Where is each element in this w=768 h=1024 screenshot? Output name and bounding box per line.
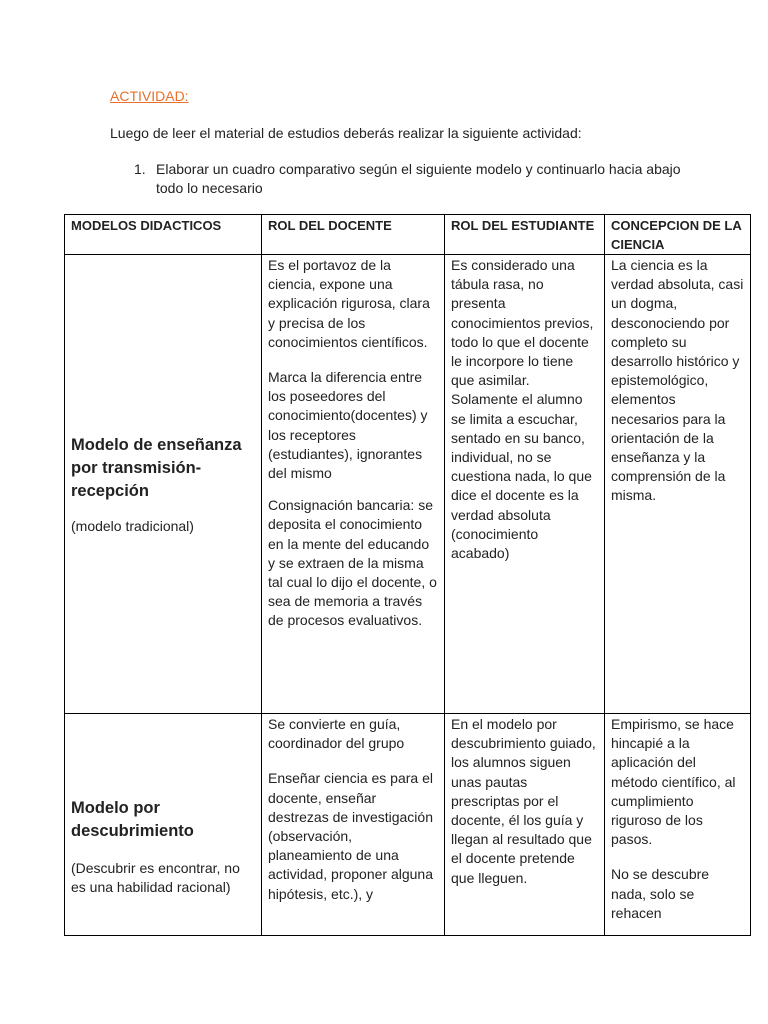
docente-paragraph: Es el portavoz de la ciencia, expone una explicación rigurosa, clara y precisa de los conocimientos científicos. xyxy=(268,257,430,350)
estudiante-cell xyxy=(445,714,605,936)
model-title: Modelo por descubrimiento xyxy=(71,799,194,840)
docente-paragraph: Marca la diferencia entre los poseedores del conocimiento(docentes) y los receptores (estudiantes), ignorantes del mismo xyxy=(268,369,428,482)
header-modelos: MODELOS DIDACTICOS xyxy=(65,215,262,255)
ciencia-paragraph: No se descubre nada, solo se rehacen xyxy=(611,866,710,921)
estudiante-paragraph: Es considerado una tábula rasa, no presenta conocimientos previos, todo lo que el docente le incorpore lo tiene que asimilar. Solamente el alumno se limita a escuchar, sentado en su banco, individual, no se cuestiona nada, lo que dice el docente es la verdad absoluta (conocimiento acabado) xyxy=(451,257,594,562)
docente-cell xyxy=(262,255,445,714)
ciencia-paragraph: La ciencia es la verdad absoluta, casi un dogma, desconociendo por completo su desarrollo histórico y epistemológico, elementos necesarios para la orientación de la enseñanza y la comprensión de la misma. xyxy=(611,257,744,504)
model-cell xyxy=(65,255,262,714)
activity-heading: ACTIVIDAD: xyxy=(110,88,189,104)
ciencia-cell xyxy=(605,255,751,714)
docente-cell xyxy=(262,714,445,936)
docente-paragraph: Consignación bancaria: se deposita el conocimiento en la mente del educando y se extraen de la misma tal cual lo dijo el docente, o sea de memoria a través de procesos evaluativos. xyxy=(268,497,437,629)
comparison-table xyxy=(64,214,751,936)
estudiante-paragraph: En el modelo por descubrimiento guiado, los alumnos siguen unas pautas prescriptas por el docente, él los guía y llegan al resultado que el docente pretende que lleguen. xyxy=(451,716,596,886)
table-row xyxy=(65,255,751,714)
header-rol-estudiante: ROL DEL ESTUDIANTE xyxy=(445,215,605,255)
docente-paragraph: Se convierte en guía, coordinador del grupo xyxy=(268,716,405,752)
model-note: (Descubrir es encontrar, no es una habilidad racional) xyxy=(71,860,240,895)
model-cell xyxy=(65,714,262,936)
model-note: (modelo tradicional) xyxy=(71,517,194,534)
list-number: 1. xyxy=(134,161,146,177)
estudiante-cell xyxy=(445,255,605,714)
table-header-row xyxy=(65,215,751,255)
model-title: Modelo de enseñanza por transmisión-recepción xyxy=(71,435,242,500)
ciencia-cell xyxy=(605,714,751,936)
intro-paragraph: Luego de leer el material de estudios deberás realizar la siguiente actividad: xyxy=(110,125,582,141)
header-rol-docente: ROL DEL DOCENTE xyxy=(262,215,445,255)
docente-paragraph: Enseñar ciencia es para el docente, enseñar destrezas de investigación (observación, planeamiento de una actividad, proponer alguna hipótesis, etc.), y xyxy=(268,770,434,902)
table-row xyxy=(65,714,751,936)
list-text: Elaborar un cuadro comparativo según el siguiente modelo y continuarlo hacia abajo todo lo necesario xyxy=(156,161,681,196)
ciencia-paragraph: Empirismo, se hace hincapié a la aplicación del método científico, al cumplimiento riguroso de los pasos. xyxy=(611,716,736,848)
header-concepcion: CONCEPCION DE LA CIENCIA xyxy=(605,215,751,255)
